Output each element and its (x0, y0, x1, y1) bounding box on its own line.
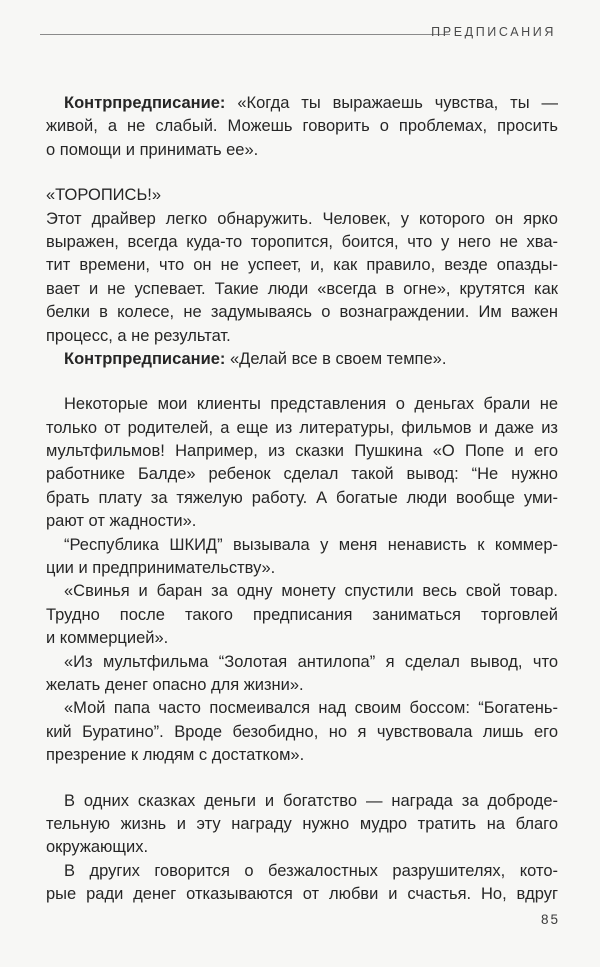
text-line: ции и предпринимательству». (46, 559, 276, 578)
text-line: «Мой папа часто посмеивался над своим боссом: “Богатень- (64, 699, 558, 718)
page-number: 85 (540, 912, 560, 927)
text-line: живой, а не слабый. Можешь говорить о проблемах, просить (46, 117, 558, 136)
text-line: Этот драйвер легко обнаружить. Человек, у которого он ярко (46, 209, 558, 228)
hurry-driver-section (46, 184, 558, 371)
text-line: окружающих. (46, 838, 149, 857)
text-fragment: «Когда ты выражаешь чувства, ты — (225, 94, 558, 112)
fairy-tales-section (46, 790, 558, 907)
text-line: «Из мультфильма “Золотая антилопа” я сделал вывод, что (64, 652, 558, 671)
text-line: работнике Балде» ребенок сделал такой вывод: “Не нужно (46, 465, 558, 484)
text-line: рают от жадности». (46, 512, 197, 531)
spacer (46, 768, 558, 790)
client-examples-section (46, 393, 558, 767)
counter-injunction-label: Контрпредписание: (64, 94, 226, 112)
text-line: Некоторые мои клиенты представления о деньгах брали не (64, 395, 558, 414)
counter-injunction-paragraph-1 (46, 92, 558, 162)
text-line: кий Буратино”. Вроде безобидно, но я чувствовала лишь его (46, 722, 558, 741)
text-line: тельную жизнь и эту награду нужно мудро тратить на благо (46, 814, 558, 833)
text-line: «Свинья и баран за одну монету спустили весь свой товар. (64, 582, 558, 601)
text-line: процесс, а не результат. (46, 326, 231, 345)
text-line: презрение к людям с достатком». (46, 746, 305, 765)
text-line: выражен, всегда куда-то торопится, боится, что у него не хва- (46, 232, 558, 251)
text-line: вает и не успевает. Такие люди «всегда в огне», крутятся как (46, 279, 558, 298)
text-line: В одних сказках деньги и богатство — награда за доброде- (64, 791, 558, 810)
text-line (46, 92, 558, 115)
text-fragment: «Делай все в своем темпе». (225, 349, 447, 368)
counter-injunction-label: Контрпредписание: (64, 349, 226, 368)
section-heading: «ТОРОПИСЬ!» (46, 186, 162, 205)
spacer (46, 162, 558, 184)
text-line: желать денег опасно для жизни». (46, 675, 304, 694)
spacer (46, 371, 558, 393)
text-line: белки в колесе, не задумываясь о вознаграждении. Им важен (46, 303, 558, 322)
text-line (46, 348, 558, 371)
text-line: только от родителей, а еще из литературы, фильмов и даже из (46, 418, 558, 437)
text-line: “Республика ШКИД” вызывала у меня ненависть к коммер- (64, 535, 558, 554)
text-line: и коммерцией». (46, 629, 169, 648)
text-line: брать плату за тяжелую работу. А богатые люди вообще уми- (46, 488, 558, 507)
text-line: тит времени, что он не успеет, и, как правило, везде опазды- (46, 256, 558, 275)
header-rule (40, 34, 450, 35)
page-body (46, 92, 558, 907)
text-line: Трудно после такого предписания заниматься торговлей (46, 605, 558, 624)
text-line: рые ради денег отказываются от любви и счастья. Но, вдруг (46, 885, 558, 904)
text-line: мультфильмов! Например, из сказки Пушкина «О Попе и его (46, 442, 558, 461)
text-line: о помощи и принимать ее». (46, 140, 259, 159)
running-title: ПРЕДПИСАНИЯ (431, 25, 556, 39)
text-line: В других говорится о безжалостных разрушителях, кото- (64, 861, 558, 880)
